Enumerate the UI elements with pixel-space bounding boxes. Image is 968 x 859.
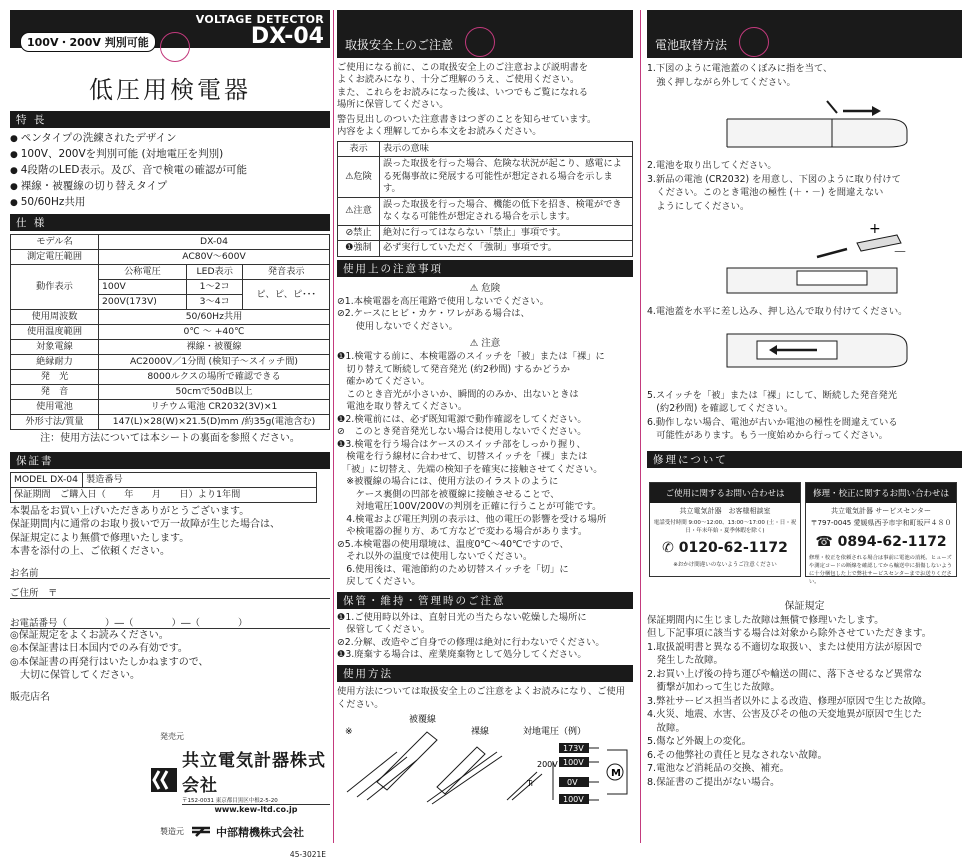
howto-header: 使用方法 — [337, 665, 633, 682]
middle-column — [333, 10, 633, 843]
step5 — [647, 389, 962, 443]
usage-header: 使用上の注意事項 — [337, 260, 633, 277]
caution-item: 検電を行う線材に合わせて、切替スイッチを「裸」または — [337, 451, 588, 463]
danger-item: ⊘1.本検電器を高圧電路で使用しないでください。 — [337, 295, 549, 307]
spec-value: ピ、ピ、ピ･･･ — [243, 280, 330, 310]
spec-value: 3～4コ — [187, 295, 243, 310]
danger-item: ⊘2.ケースにヒビ・カケ・ワレがある場合は、 — [337, 308, 530, 320]
box1-title: ご使用に関するお問い合わせは — [650, 483, 800, 503]
hand-illustration — [347, 732, 502, 804]
step-line: 強く押しながら外してください。 — [647, 76, 796, 88]
spec-label: 絶縁耐力 — [11, 355, 99, 370]
danger-key: ⚠危険 — [338, 157, 380, 198]
tag-100v-b: 100V — [563, 794, 584, 804]
warning-legend-table — [337, 141, 633, 257]
policy-item: 発生した故障。 — [647, 655, 724, 666]
caution-items — [337, 351, 633, 589]
tag-tr: Tr — [527, 778, 534, 788]
safety-title: 取扱安全上のご注意 — [345, 38, 454, 52]
doc-number: 45-3021E — [289, 849, 326, 859]
warranty-notes — [10, 629, 330, 683]
model-number: DX-04 — [250, 24, 324, 49]
publisher-block — [160, 730, 330, 859]
warranty-serial: 製造番号 — [83, 472, 317, 487]
spec-label: 使用周波数 — [11, 310, 99, 325]
spec-label: 発 音 — [11, 385, 99, 400]
caution-item: ❶1.検電する前に、本検電器のスイッチを「被」または「裸」に — [337, 351, 605, 363]
legend-head: 表示 — [338, 141, 380, 157]
attach-cover-illustration — [657, 319, 957, 389]
safety-header — [337, 10, 633, 58]
spec-label: 外形寸法/質量 — [11, 415, 99, 430]
caution-item: ❶3.検電を行う場合はケースのスイッチ部をしっかり握り、 — [337, 438, 586, 450]
intro-line: 警告見出しのついた注意書きはつぎのことを知らせています。 — [337, 114, 597, 126]
box2-phone — [806, 534, 956, 550]
danger-text: 誤った取扱を行った場合、危険な状況が起こり、感電による死傷事故に発展する可能性が想定される場合を示します。 — [380, 157, 633, 198]
box2-note: 修理・校正を依頼される場合は事前に電池の消耗、ヒューズや測定コードの断線を確認してから輸送中に損傷しないように十分梱包した上で弊社サービスセンターまでお送りください。 — [809, 554, 953, 585]
box1-note: ※おかけ間違いのないようご注意ください — [673, 561, 777, 568]
circle-icon — [739, 27, 769, 57]
step-line: 5.スイッチを「被」または「裸」にして、断続した発音発光 — [647, 389, 898, 401]
warranty-note: ◎本保証書は日本国内でのみ有効です。 — [10, 643, 188, 654]
storage-item: ❶3.廃棄する場合は、産業廃棄物として処分してください。 — [337, 649, 587, 661]
step-line: ください。このとき電池の極性 (＋・－) を間違えない — [647, 187, 884, 198]
spec-label: 発 光 — [11, 370, 99, 385]
warranty-model: MODEL DX-04 — [11, 472, 83, 487]
legend-head: 表示の意味 — [380, 141, 633, 157]
warranty-period: ご購入日（ 年 月 日）より1年間 — [59, 488, 241, 500]
voltage-detector-label: VOLTAGE DETECTOR — [195, 13, 324, 26]
spec-value: 50cmで50dB以上 — [99, 385, 330, 400]
step-line: 6.動作しない場合、電池が古いか電池の極性を間違えている — [647, 416, 898, 428]
features-list — [10, 131, 330, 211]
forbid-text: 絶対に行ってはならない「禁止」事項です。 — [380, 225, 633, 241]
spec-label: 使用温度範囲 — [11, 325, 99, 340]
warranty-line: 保証期間内に通常のお取り扱いで万一故障が生じた場合は、 — [10, 519, 280, 530]
caution-item: それ以外の温度では使用しないでください。 — [337, 551, 533, 563]
remove-cover-illustration — [657, 89, 957, 159]
caution-item: 戻してください。 — [337, 576, 421, 588]
seller-label: 発売元 — [160, 732, 184, 741]
spec-value: 147(L)×28(W)×21.5(D)mm /約35g(電池含む) — [99, 415, 330, 430]
seller-url[interactable]: www.kew-ltd.co.jp — [182, 804, 330, 814]
forbid-key: ⊘禁止 — [338, 225, 380, 241]
must-key: ❶強制 — [338, 241, 380, 257]
tag-0v: 0V — [567, 777, 578, 787]
covered-label: 被覆線 — [409, 714, 437, 725]
danger-item: 使用しないでください。 — [337, 320, 458, 332]
box1-hours: 電話受付時間 9:00～12:00、13:00～17:00 (土・日・祝日・年末年始・夏季休暇を除く) — [653, 519, 797, 534]
spec-label: 対象電線 — [11, 340, 99, 355]
intro-line: よくお読みになり、十分ご理解のうえ、ご使用ください。 — [337, 74, 580, 86]
box1-org: 共立電気計器 お客様相談室 — [679, 506, 771, 515]
ground-label: 対地電圧（例） — [523, 726, 587, 737]
bare-label: 裸線 — [471, 726, 490, 737]
voltage-pill: 100V・200V 判別可能 — [20, 32, 156, 52]
storage-items — [337, 612, 633, 662]
spec-value: 1～2コ — [187, 280, 243, 295]
must-text: 必ず実行していただく「強制」事項です。 — [380, 241, 633, 257]
policy-intro-line: 但し下記事項に該当する場合は対象から除外させていただきます。 — [647, 628, 932, 639]
policy-item: 7.電池など消耗品の交換、補充。 — [647, 763, 790, 774]
warranty-note: ◎保証規定をよくお読みください。 — [10, 629, 169, 641]
caution-item: 4.検電および電圧判別の表示は、他の電圧の影響を受ける場所 — [337, 513, 607, 525]
name-field[interactable]: お名前 — [10, 565, 330, 579]
howto-text: 使用方法については取扱安全上のご注意をよくお読みになり、ご使用ください。 — [337, 685, 626, 711]
feature-item: ● 100V、200Vを判別可能 (対地電圧を判別) — [10, 147, 330, 163]
caution-item: ⊘5.本検電器の使用環境は、温度0℃～40℃ですので、 — [337, 538, 569, 550]
minus-sign: － — [893, 245, 907, 261]
freedial-icon: ✆ — [662, 539, 674, 556]
caution-key: ⚠注意 — [338, 197, 380, 225]
box2-phone-number: 0894-62-1172 — [837, 533, 947, 550]
usage-diagram — [337, 712, 633, 804]
spec-label: モデル名 — [11, 235, 99, 250]
spec-subhead: 発音表示 — [243, 265, 330, 280]
spec-label: 動作表示 — [11, 265, 99, 310]
warranty-table — [10, 472, 317, 503]
repair-header: 修理について — [647, 451, 962, 468]
warranty-header: 保証書 — [10, 452, 330, 469]
insert-battery-illustration — [657, 213, 957, 305]
chubu-logo-icon — [190, 825, 212, 839]
spec-header: 仕 様 — [10, 214, 330, 231]
motor-label: M — [611, 767, 621, 779]
seller-address: 〒152-0031 東京都目黒区中根2-5-20 — [182, 797, 278, 804]
spec-table — [10, 234, 330, 430]
caution-item: 6.使用後は、電池節約のため切替スイッチを「切」に — [337, 563, 569, 575]
intro-line: また、これらをお読みになった後は、いつでもご覧になれる — [337, 86, 589, 98]
box2-title: 修理・校正に関するお問い合わせは — [806, 483, 956, 503]
battery-title: 電池取替方法 — [655, 38, 728, 52]
tag-100v-a: 100V — [563, 757, 584, 767]
spec-value: 8000ルクスの場所で確認できる — [99, 370, 330, 385]
warranty-period-label: 保証期間 — [14, 488, 51, 500]
step-line: ようにしてください。 — [647, 200, 750, 212]
circuit-diagram — [507, 748, 627, 800]
phone-icon: ☎ — [815, 533, 833, 550]
features-header: 特 長 — [10, 111, 330, 128]
main-title: 低圧用検電器 — [89, 76, 251, 104]
intro-line: ご使用になる前に、この取扱安全上のご注意および説明書を — [337, 62, 589, 73]
feature-item: ● 裸線・被覆線の切り替えタイプ — [10, 179, 330, 195]
policy-item: 6.その他弊社の責任と見なされない故障。 — [647, 749, 828, 761]
warranty-note: 大切に保管してください。 — [10, 670, 140, 681]
step-line: 可能性があります。もう一度始めから行ってください。 — [647, 430, 888, 441]
spec-value: リチウム電池 CR2032(3V)×1 — [99, 400, 330, 415]
warranty-note: ◎本保証書の再発行はいたしかねますので、 — [10, 656, 209, 668]
maker-name: 中部精機株式会社 — [216, 825, 304, 839]
box1-phone-number: 0120-62-1172 — [678, 539, 788, 556]
storage-item: ❶1.ご使用時以外は、直射日光の当たらない乾燥した場所に — [337, 611, 587, 623]
address-field[interactable]: ご住所 〒 — [10, 585, 330, 599]
policy-intro — [647, 614, 962, 641]
spec-subhead: 公称電圧 — [99, 265, 187, 280]
warranty-line: 保証規定により無償で修理いたします。 — [10, 532, 190, 544]
safety-intro — [337, 62, 633, 139]
step-line: 1.下図のように電池蓋のくぼみに指を当て、 — [647, 63, 833, 74]
usage-contact-box — [649, 482, 801, 577]
spec-value: 裸線・被覆線 — [99, 340, 330, 355]
contact-boxes — [649, 482, 962, 585]
storage-header: 保管・維持・管理時のご注意 — [337, 592, 633, 609]
tag-173v: 173V — [563, 743, 584, 753]
repair-contact-box — [805, 482, 957, 585]
warranty-line: 本書を添付の上、ご依頼ください。 — [10, 546, 170, 557]
left-column — [10, 10, 330, 859]
spec-value: AC80V～600V — [99, 250, 330, 265]
spec-value: 200V(173V) — [99, 295, 187, 310]
feature-item: ● ペンタイプの洗練されたデザイン — [10, 131, 330, 147]
feature-item: ● 4段階のLED表示。及び、音で検電の確認が可能 — [10, 163, 330, 179]
intro-line: 内容をよく理解してから本文をお読みください。 — [337, 126, 542, 138]
danger-items — [337, 296, 633, 334]
circle-icon — [465, 27, 495, 57]
policy-item: 8.保証書のご提出がない場合。 — [647, 776, 780, 788]
policy-item: 5.傷など外観上の変化。 — [647, 736, 752, 747]
policy-item: 3.弊社サービス担当者以外による改造、修理が原因で生じた故障。 — [647, 695, 932, 707]
caution-item: ケース裏側の凹部を被覆線に接触させることで、 — [337, 488, 560, 500]
tag-200v: 200V — [537, 759, 558, 769]
maker-label: 製造元 — [160, 826, 184, 836]
spec-value: 100V — [99, 280, 187, 295]
step-line: 2.電池を取り出してください。 — [647, 160, 777, 171]
step4: 4.電池蓋を水平に差し込み、押し込んで取り付けてください。 — [647, 306, 908, 317]
caution-item: や検電器の握り方、あて方などで変わる場合があります。 — [337, 526, 588, 538]
policy-item: 衝撃が加わって生じた故障。 — [647, 682, 780, 693]
right-column — [640, 10, 962, 843]
caution-item: ⊘ このとき発音発光しない場合は使用しないでください。 — [337, 426, 587, 438]
caution-label: ⚠ 注意 — [469, 338, 501, 350]
caution-item: 対地電圧100V/200Vの判別を正確に行うことが可能です。 — [337, 501, 602, 513]
step2 — [647, 159, 962, 213]
spec-value: 0℃ ～ +40℃ — [99, 325, 330, 340]
policy-item: 2.お買い上げ後の持ち運びや輸送の間に、落下させるなど異常な — [647, 668, 923, 680]
policy-label: 保証規定 — [784, 600, 825, 612]
caution-item: 切り替えて断続して発音発光 (約2秒間) するかどうか — [337, 363, 570, 375]
note-mark: ※ — [345, 726, 353, 737]
kew-logo-icon — [150, 767, 178, 793]
box2-org: 共立電気計器 サービスセンター — [831, 506, 931, 515]
caution-item: このとき音光が小さいか、瞬間的のみか、出ないときは — [337, 388, 579, 400]
caution-item: 確かめてください。 — [337, 376, 430, 388]
step-line: (約2秒間) を確認してください。 — [647, 403, 794, 414]
spec-value: 50/60Hz共用 — [99, 310, 330, 325]
feature-item: ● 50/60Hz共用 — [10, 195, 330, 211]
storage-item: ⊘2.分解、改造やご自身での修理は絶対に行わないでください。 — [337, 636, 605, 648]
policy-intro-line: 保証期間内に生じました故障は無償で修理いたします。 — [647, 614, 884, 626]
spec-note: 注：使用方法については本シートの裏面を参照ください。 — [40, 433, 300, 444]
warranty-line: 本製品をお買い上げいただきありがとうございます。 — [10, 505, 250, 517]
shop-name-field[interactable]: 販売店名 — [10, 691, 50, 703]
storage-item: 保管してください。 — [337, 624, 430, 636]
phone-field[interactable]: お電話番号（ ）―（ ）―（ ） — [10, 615, 330, 629]
spec-subhead: LED表示 — [187, 265, 243, 280]
plus-sign: + — [869, 221, 881, 237]
policy-list — [647, 641, 962, 790]
caution-item: 「被」に切替え、先端の検知子を確実に接触させてください。 — [337, 463, 603, 475]
caution-text: 誤った取扱を行った場合、機能の低下を招き、検電ができなくなる可能性が想定される場合を示します。 — [380, 197, 633, 225]
spec-value: AC2000V／1分間 (検知子～スイッチ間) — [99, 355, 330, 370]
circle-icon — [160, 32, 190, 62]
step1 — [647, 62, 962, 89]
policy-item: 故障。 — [647, 722, 686, 734]
spec-label: 使用電池 — [11, 400, 99, 415]
spec-label: 測定電圧範囲 — [11, 250, 99, 265]
policy-item: 1.取扱説明書と異なる不適切な取扱い、または使用方法が原因で — [647, 641, 923, 653]
step-line: 3.新品の電池 (CR2032) を用意し、下図のように取り付けて — [647, 173, 901, 185]
danger-label: ⚠ 危険 — [469, 282, 501, 294]
policy-item: 4.火災、地震、水害、公害及びその他の天変地異が原因で生じた — [647, 709, 923, 720]
seller-name: 共立電気計器株式会社 — [182, 750, 326, 796]
box2-addr: 〒797-0045 愛媛県西予市宇和町坂戸４８０ — [810, 518, 952, 527]
intro-line: 場所に保管してください。 — [337, 98, 449, 110]
caution-item: 電池を取り替えてください。 — [337, 401, 468, 413]
caution-item: ❶2.検電前には、必ず既知電源で動作確認をしてください。 — [337, 413, 587, 425]
warranty-text — [10, 505, 330, 559]
spec-value: DX-04 — [99, 235, 330, 250]
caution-item: ※被覆線の場合には、使用方法のイラストのように — [337, 476, 559, 488]
box1-phone — [650, 540, 800, 556]
battery-header — [647, 10, 962, 58]
